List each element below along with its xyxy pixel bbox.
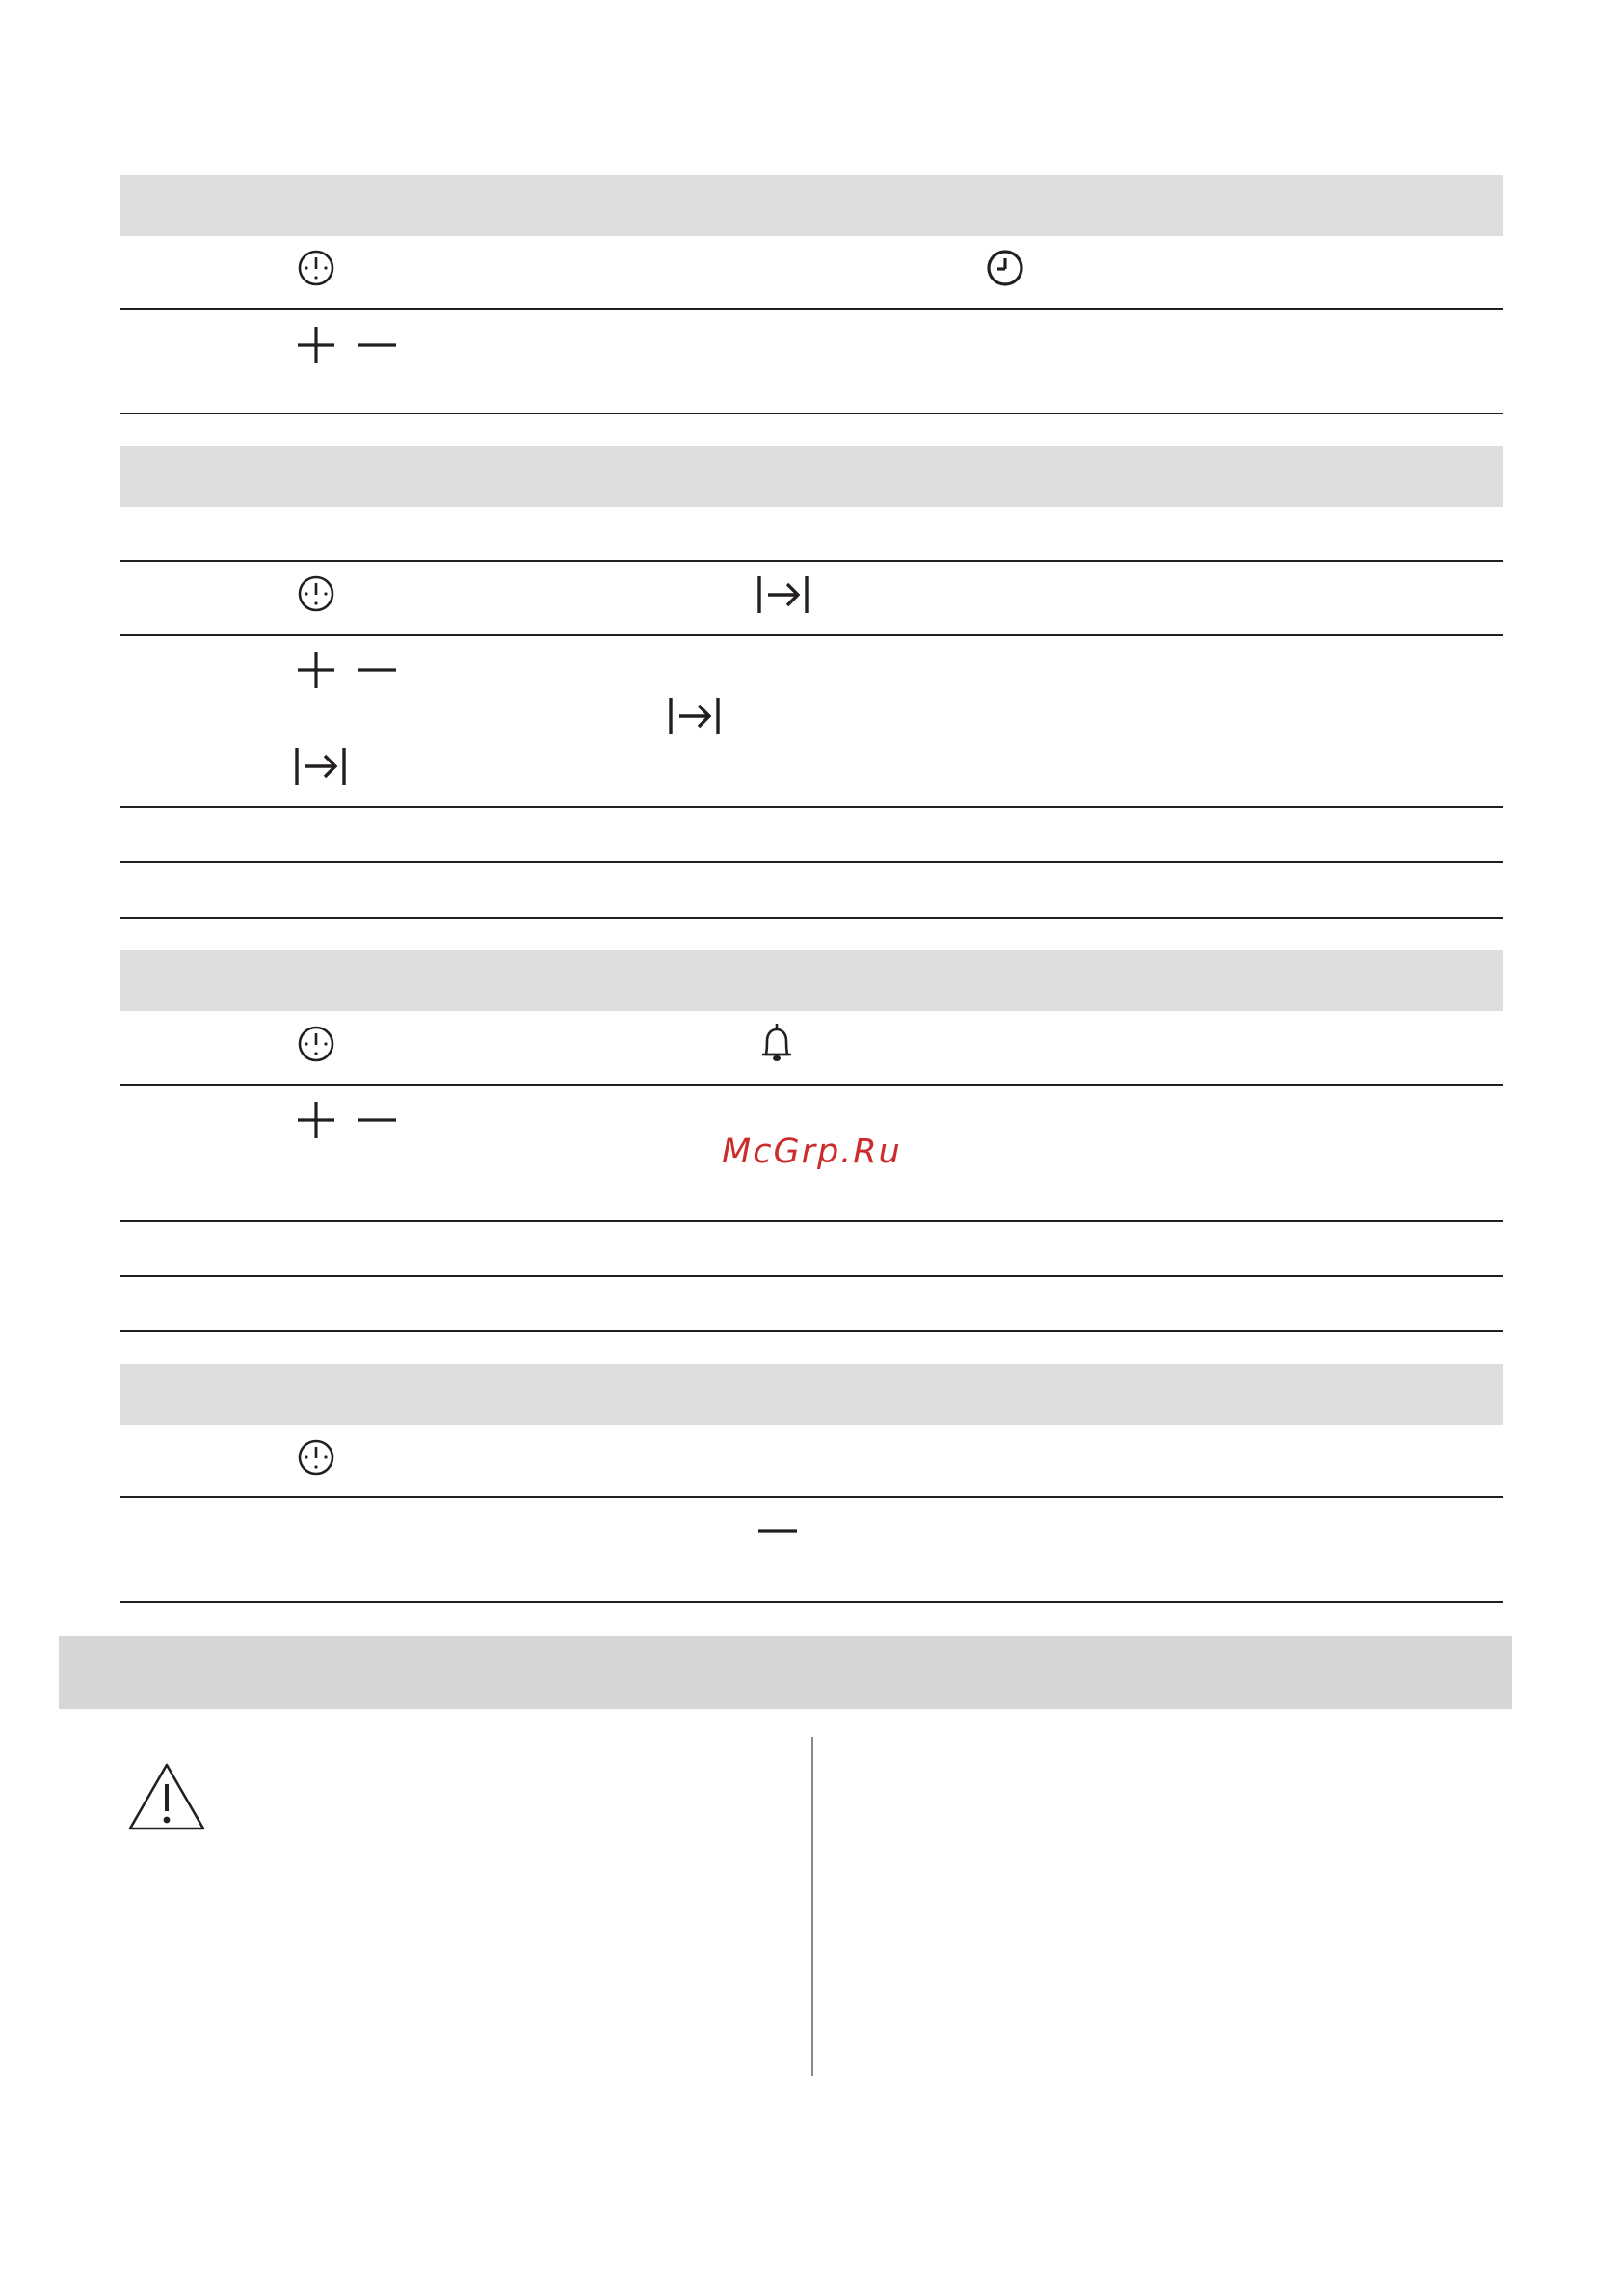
arrow-to-bar-icon — [756, 574, 811, 616]
chapter-header-band — [59, 1636, 1512, 1709]
section-end-rule — [120, 413, 1503, 414]
minus-icon — [357, 650, 397, 690]
clock-dial-icon — [297, 1025, 335, 1063]
row-divider — [120, 1275, 1503, 1277]
row-divider — [120, 1496, 1503, 1498]
clock-icon — [986, 249, 1024, 287]
warning-triangle-icon — [126, 1761, 207, 1832]
section-1-header-band — [120, 175, 1503, 236]
row-divider — [120, 634, 1503, 636]
plus-icon — [296, 1100, 336, 1140]
row-divider — [120, 806, 1503, 808]
column-divider — [811, 1737, 813, 2076]
plus-icon — [296, 325, 336, 365]
clock-dial-icon — [297, 574, 335, 613]
arrow-to-bar-icon — [293, 745, 349, 788]
bell-icon — [757, 1022, 796, 1066]
clock-dial-icon — [297, 1438, 335, 1477]
minus-icon — [357, 325, 397, 365]
section-3-header-band — [120, 950, 1503, 1011]
minus-icon — [757, 1510, 798, 1551]
row-divider — [120, 560, 1503, 562]
row-divider — [120, 1220, 1503, 1222]
plus-icon — [296, 650, 336, 690]
watermark: McGrp.Ru — [722, 1133, 902, 1171]
section-end-rule — [120, 917, 1503, 919]
clock-dial-icon — [297, 249, 335, 287]
section-2-header-band — [120, 446, 1503, 507]
section-4-header-band — [120, 1364, 1503, 1425]
row-divider — [120, 861, 1503, 863]
minus-icon — [357, 1100, 397, 1140]
section-end-rule — [120, 1601, 1503, 1603]
section-end-rule — [120, 1330, 1503, 1332]
row-divider — [120, 308, 1503, 310]
arrow-to-bar-icon — [667, 695, 723, 737]
row-divider — [120, 1084, 1503, 1086]
